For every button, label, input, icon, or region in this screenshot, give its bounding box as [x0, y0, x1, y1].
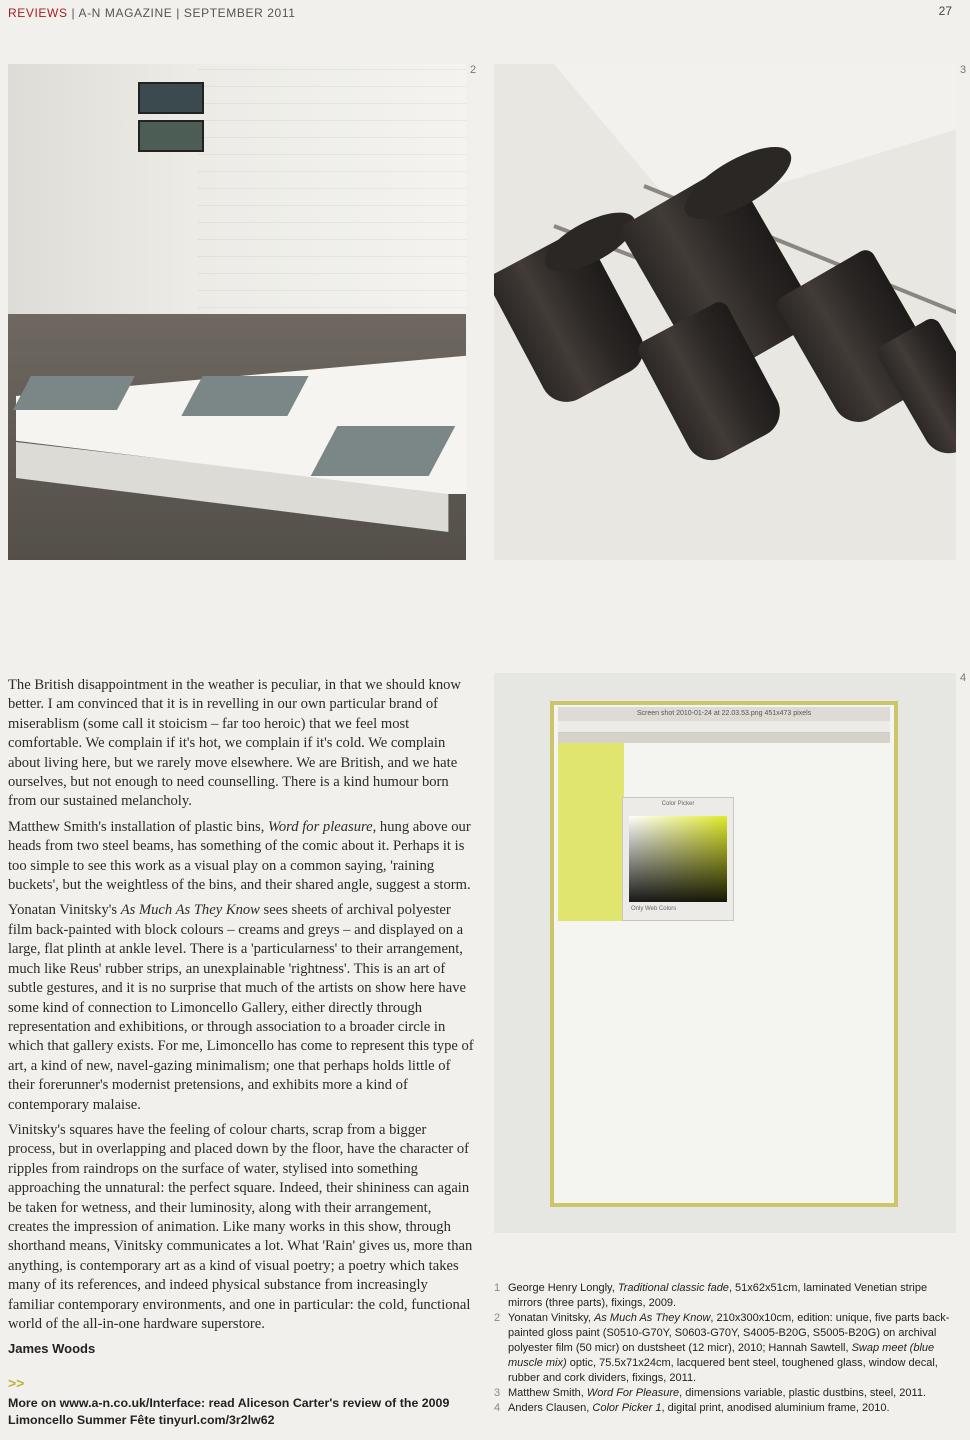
- page-number: 27: [938, 4, 952, 18]
- video-monitor: [138, 120, 204, 152]
- color-picker-title: Color Picker: [661, 801, 695, 807]
- more-arrows-icon: >>: [8, 1375, 25, 1391]
- screenshot-url-bar: [558, 721, 890, 733]
- figure-captions: [494, 1281, 956, 1416]
- article-body: [8, 676, 474, 1340]
- work-title: As Much As They Know: [120, 902, 260, 919]
- brick-wall: [198, 64, 466, 324]
- color-picker-dialog: [622, 797, 734, 921]
- caption: 1 George Henry Longly, Traditional classic fade, 51x62x51cm, laminated Venetian stripe mirrors (three parts), fixings, 2009.: [494, 1282, 928, 1309]
- painted-square: [181, 376, 308, 416]
- caption: 3 Matthew Smith, Word For Pleasure, dimensions variable, plastic dustbins, steel, 2011.: [494, 1387, 926, 1399]
- screenshot-bookmarks-bar: [558, 733, 890, 743]
- paragraph: The British disappointment in the weather is peculiar, in that we should know better. I am convinced that it is in revelling in our own particular brand of miserablism (some call it stoicism – far too heroic) that we feel most comfortable. We complain if it's hot, we complain if it's cold. We complain about living here, but we rarely move elsewhere. We are British, and we hate ourselves, but not enough to need counselling. There is a kind humour born from our sustained melancholy.: [8, 677, 461, 810]
- paragraph: Vinitsky's squares have the feeling of colour charts, scrap from a bigger process, but in overlapping and placed down by the floor, have the character of ripples from raindrops on the surface of water, stylised into something approaching the unnatural: the perfect square. Indeed, their shininess can again be taken for wetness, and their luminosity, along with their arrangement, creates the impression of animation. Like many works in this show, through shorthand means, Vinitsky communicates a lot. What 'Rain' gives us, more than anything, is contemporary art as a kind of visual poetry; a poetry which takes many of its references, and indeed physical substance from increasingly familiar contemporary environments, and one in particular: the cold, functional world of the all-in-one hardware superstore.: [8, 1121, 473, 1332]
- aluminium-frame: [550, 701, 898, 1207]
- painted-square: [13, 376, 135, 410]
- figure-number-3: 3: [960, 64, 967, 76]
- figure-number-4: 4: [960, 672, 967, 684]
- web-colors-option: Only Web Colors: [631, 906, 677, 912]
- color-picker-artwork-photo: [494, 673, 956, 1233]
- paragraph: Matthew Smith's installation of plastic bins, Word for pleasure, hung above our heads from two steel beams, has something of the comic about it. Perhaps it is too simple to see this work as a visual play on a common saying, 'raining buckets', but the weightless of the bins, and their shared angle, suggest a storm.: [8, 818, 471, 894]
- yellow-colour-field: [558, 743, 624, 921]
- work-title: Word for pleasure: [268, 818, 373, 835]
- caption: 4 Anders Clausen, Color Picker 1, digital print, anodised aluminium frame, 2010.: [494, 1402, 890, 1414]
- figure-number-2: 2: [470, 64, 477, 76]
- color-gradient: [629, 816, 727, 902]
- running-header: [8, 6, 295, 24]
- section-label: REVIEWS: [8, 6, 68, 20]
- gallery-installation-photo: [8, 64, 466, 560]
- caption: 2 Yonatan Vinitsky, As Much As They Know, 210x300x10cm, edition: unique, five parts back-painted gloss paint (S0510-G70Y, S0603-G70Y, S4005-B20G, S5005-B20G) on archival polyester film (50 micr) on dustsheet (12 micr), 2010; Hannah Sawtell, Swap meet (blue muscle mix) optic, 75.5x71x24cm, lacquered bent steel, toughened glass, window decal, rubber and cork dividers, fixings, 2011.: [494, 1312, 950, 1384]
- paragraph: Yonatan Vinitsky's As Much As They Know sees sheets of archival polyester film back-painted with block colours – creams and greys – and displayed on a large, flat plinth at ankle level. There is a 'particularness' to their arrangement, much like Reus' rubber strips, an unexplainable 'rightness'. This is an art of subtle gestures, and it is no surprise that much of the artists on show here have some kind of connection to Limoncello Gallery, either directly through representation and exhibitions, or through association to a broader circle in which that gallery exists. For me, Limoncello has come to represent this type of art, a kind of new, navel-gazing minimalism; one that perhaps holds little of their forerunner's modernist pretensions, and exhibits more a kind of contemporary malaise.: [8, 902, 474, 1113]
- more-info-link[interactable]: More on www.a-n.co.uk/Interface: read Aliceson Carter's review of the 2009 Limoncello Summer Fête tinyurl.com/3r2lw62: [8, 1396, 450, 1427]
- video-monitor: [138, 82, 204, 114]
- magazine-issue: | A-N MAGAZINE | SEPTEMBER 2011: [67, 6, 296, 20]
- hanging-bins-photo: [494, 64, 956, 560]
- screenshot-window-title: Screen shot 2010-01-24 at 22.03.53.png 451x473 pixels: [558, 707, 890, 721]
- author-byline: James Woods: [8, 1341, 96, 1356]
